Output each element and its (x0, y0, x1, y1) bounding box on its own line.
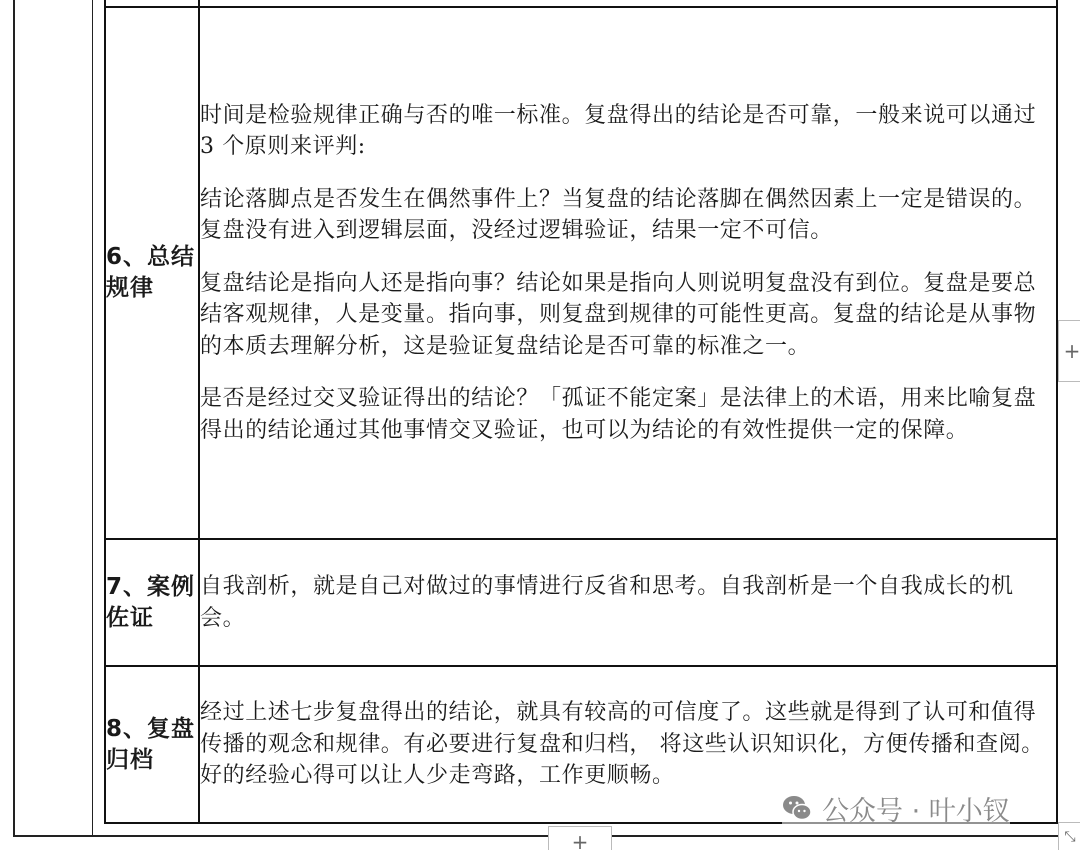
step-label-cell[interactable] (105, 7, 199, 539)
table-cell-content[interactable] (199, 0, 1057, 7)
table-row (105, 539, 1057, 666)
table-cell-label[interactable] (105, 0, 199, 7)
paragraph: 结论落脚点是否发生在偶然事件上？当复盘的结论落脚在偶然因素上一定是错误的。复盘没有进入到逻辑层面，没经过逻辑验证，结果一定不可信。 (200, 186, 1037, 244)
table-row (105, 7, 1057, 539)
add-column-button[interactable] (1058, 320, 1080, 382)
plus-icon: + (1063, 339, 1080, 363)
step-label-cell[interactable] (105, 666, 199, 823)
resize-icon: ⤡ (1064, 829, 1076, 845)
watermark (782, 788, 1010, 828)
step-label: 7、案例佐证 (106, 573, 196, 631)
step-content-cell[interactable] (199, 7, 1057, 539)
plus-icon: + (571, 830, 589, 850)
step-label: 8、复盘归档 (106, 715, 196, 773)
review-steps-table (104, 0, 1058, 824)
step-label: 6、总结规律 (106, 244, 196, 301)
wechat-icon (782, 793, 812, 823)
paragraph: 时间是检验规律正确与否的唯一标准。复盘得出的结论是否可靠，一般来说可以通过 3 个原则来评判: (200, 102, 1037, 160)
paragraph: 是否是经过交叉验证得出的结论？「孤证不能定案」是法律上的术语，用来比喻复盘得出的结论通过其他事情交叉验证，也可以为结论的有效性提供一定的保障。 (200, 386, 1037, 443)
table-resize-handle[interactable] (1058, 822, 1080, 850)
step-label-cell[interactable] (105, 539, 199, 666)
page-border-bottom (13, 835, 1058, 837)
paragraph: 复盘结论是指向人还是指向事？结论如果是指向人则说明复盘没有到位。复盘是要总结客观规律，人是变量。指向事，则复盘到规律的可能性更高。复盘的结论是从事物的本质去理解分析，这是验证复盘结论是否可靠的标准之一。 (200, 270, 1037, 359)
page-inner-border-left (92, 0, 93, 836)
page-border-left (13, 0, 15, 836)
step-content-cell[interactable] (199, 539, 1057, 666)
paragraph: 经过上述七步复盘得出的结论，就具有较高的可信度了。这些就是得到了认可和值得传播的观念和规律。有必要进行复盘和归档， 将这些认识知识化，方便传播和查阅。好的经验心得可以让人少走弯路，工作更顺畅。 (200, 700, 1044, 789)
watermark-text: 公众号 · 叶小钗 (822, 795, 1010, 827)
table-row-previous (105, 0, 1057, 7)
paragraph: 自我剖析，就是自己对做过的事情进行反省和思考。自我剖析是一个自我成长的机会。 (200, 574, 1014, 631)
add-row-button[interactable] (548, 826, 612, 850)
